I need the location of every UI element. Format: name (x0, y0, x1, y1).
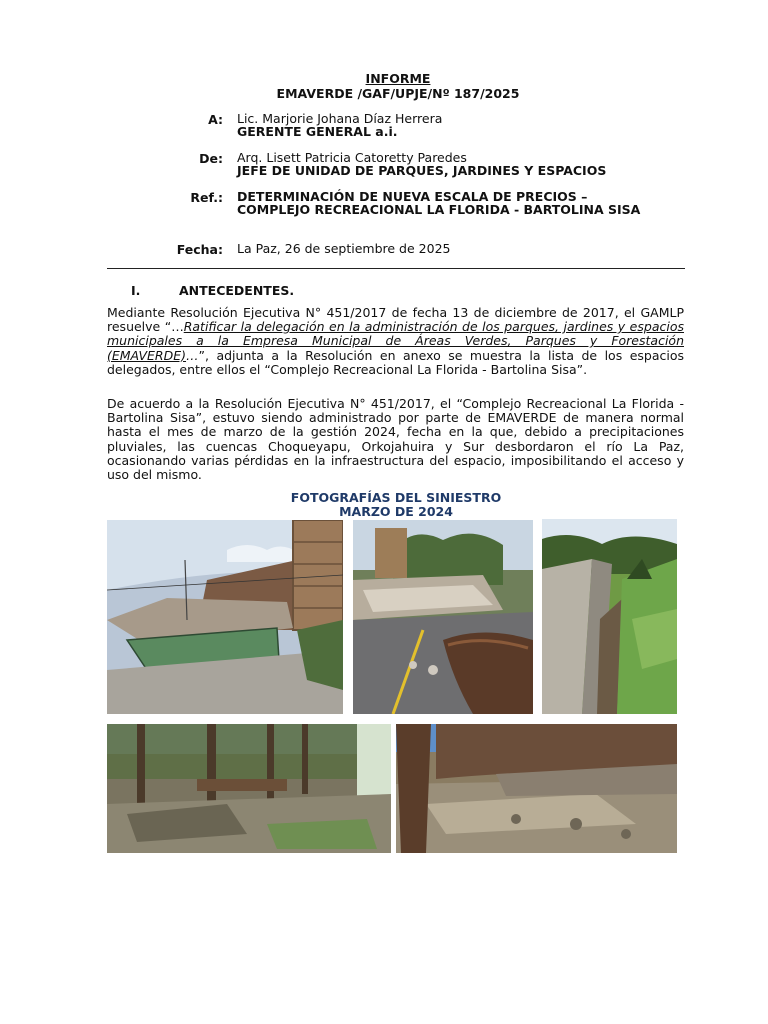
from-name: Arq. Lisett Patricia Catoretty Paredes (237, 150, 467, 165)
to-name: Lic. Marjorie Johana Díaz Herrera (237, 111, 443, 126)
section-title: ANTECEDENTES. (179, 283, 295, 298)
photo-collapsed-wall (107, 520, 343, 714)
document-title: INFORME (365, 71, 431, 86)
photo-eroded-channel (542, 519, 677, 714)
photos-title: FOTOGRAFÍAS DEL SINIESTRO (290, 490, 502, 505)
ref-text: DETERMINACIÓN DE NUEVA ESCALA DE PRECIOS – COMPLEJO RECREACIONAL LA FLORIDA - BARTOLINA SISA (237, 189, 641, 217)
paragraph-1 (107, 306, 684, 377)
to-role: GERENTE GENERAL a.i. (237, 124, 398, 139)
paragraph-2: De acuerdo a la Resolución Ejecutiva N° 451/2017, el “Complejo Recreacional La Florida - Bartolina Sisa”, estuvo siendo administrado por parte de EMAVERDE de manera normal hasta el mes de marzo de la gestión 2024, fecha en la que, debido a precipitaciones pluviales, las cuencas Choqueyapu, Orkojahuira y Sur desbordaron el río La Paz, ocasionando varias pérdidas en la infraestructura del espacio, imposibilitando el acceso y uso del mismo. (107, 396, 684, 483)
photo-riverbed (396, 724, 677, 853)
header-divider (107, 268, 685, 269)
photo-broken-road (353, 520, 533, 714)
date-label: Fecha: (176, 242, 223, 257)
document-code: EMAVERDE /GAF/UPJE/Nº 187/2025 (276, 86, 520, 101)
paragraph-1-rest: ”, adjunta a la Resolución en anexo se muestra la lista de los espacios delegados, entre ellos el “Complejo Recreacional La Florida - Bartolina Sisa”. (107, 347, 684, 377)
paragraph-1-intro: Mediante Resolución Ejecutiva N° 451/2017 de fecha 13 de diciembre de 2017, el GAMLP resuelve “… (107, 305, 684, 335)
from-label: De: (199, 151, 223, 166)
to-label: A: (208, 112, 223, 127)
section-number: I. (131, 283, 141, 298)
photos-subtitle: MARZO DE 2024 (339, 504, 453, 519)
paragraph-1-ellipsis: … (186, 347, 199, 363)
paragraph-1-quote: Ratificar la delegación en la administración de los parques, jardines y espacios municipales a la Empresa Municipal de Áreas Verdes, Parques y Forestación (EMAVERDE) (107, 319, 684, 363)
ref-label: Ref.: (190, 190, 223, 205)
photo-debris-trees (107, 724, 391, 853)
from-role: JEFE DE UNIDAD DE PARQUES, JARDINES Y ESPACIOS (237, 163, 607, 178)
date-text: La Paz, 26 de septiembre de 2025 (237, 241, 451, 256)
